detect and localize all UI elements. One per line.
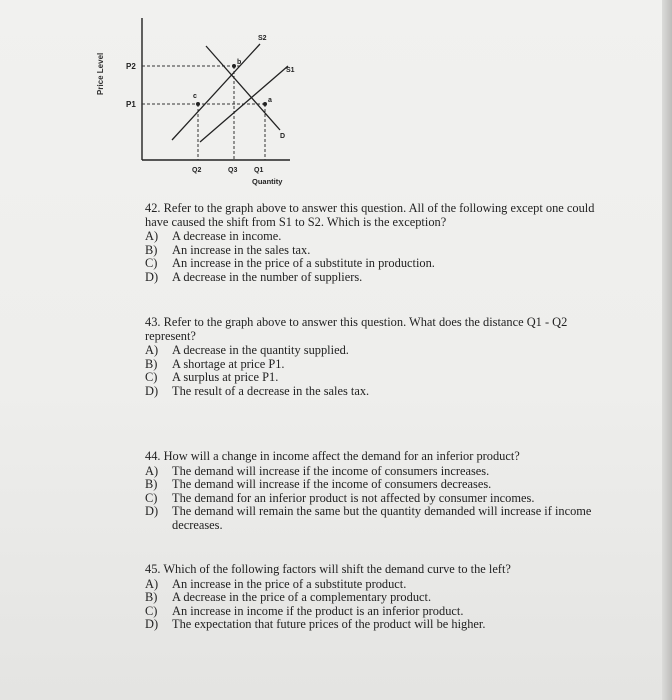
option-b: B) An increase in the sales tax. [145, 242, 311, 257]
b-label: b [237, 59, 242, 66]
option-c: C) An increase in income if the product is an inferior product. [145, 603, 464, 618]
question-stem: 44. How will a change in income affect the demand for an inferior product? [145, 449, 520, 463]
supply-demand-graph [100, 10, 300, 190]
question-stem: 42. Refer to the graph above to answer this question. All of the following except one could have caused the shift from S1 to S2. Which is the exception? [145, 201, 595, 229]
option-c: C) A surplus at price P1. [145, 370, 279, 384]
option-a: A) An increase in the price of a substitute product. [145, 576, 407, 591]
option-a: A) The demand will increase if the income of consumers increases. [145, 463, 490, 478]
option-b: B) A shortage at price P1. [145, 356, 285, 371]
q3-label: Q3 [228, 167, 238, 174]
p2-label: P2 [126, 62, 136, 71]
y-axis-label: Price Level [96, 52, 105, 95]
x-axis-label: Quantity [252, 177, 283, 186]
question-42 [145, 202, 615, 284]
s1-label: S1 [286, 67, 295, 74]
question-stem: 43. Refer to the graph above to answer this question. What does the distance Q1 - Q2 represent? [145, 315, 568, 343]
demand-curve [206, 46, 280, 130]
q2-label: Q2 [192, 167, 202, 174]
option-c: C) An increase in the price of a substitute in production. [145, 256, 435, 270]
option-a: A) A decrease in the quantity supplied. [145, 343, 349, 357]
option-b: B) The demand will increase if the income of consumers decreases. [145, 477, 492, 491]
question-44 [145, 450, 615, 532]
point-c [196, 102, 200, 106]
option-d: D) The result of a decrease in the sales tax. [145, 383, 370, 398]
question-stem: 45. Which of the following factors will shift the demand curve to the left? [145, 562, 511, 576]
option-d: D) The demand will remain the same but the quantity demanded will increase if income decreases. [145, 504, 592, 532]
q1-label: Q1 [254, 167, 264, 174]
page-edge-shadow [662, 0, 672, 700]
p1-label: P1 [126, 100, 136, 109]
option-d: D) A decrease in the number of suppliers. [145, 269, 363, 284]
question-45 [145, 563, 615, 632]
c-label: c [193, 93, 197, 100]
option-d: D) The expectation that future prices of the product will be higher. [145, 617, 486, 631]
a-label: a [268, 97, 272, 104]
option-c: C) The demand for an inferior product is not affected by consumer incomes. [145, 490, 535, 505]
d-label: D [280, 133, 286, 140]
option-b: B) A decrease in the price of a complementary product. [145, 590, 432, 604]
option-a: A) A decrease in income. [145, 229, 282, 243]
point-b [232, 64, 236, 68]
s2-label: S2 [258, 35, 267, 42]
question-43 [145, 316, 615, 398]
point-a [263, 102, 267, 106]
